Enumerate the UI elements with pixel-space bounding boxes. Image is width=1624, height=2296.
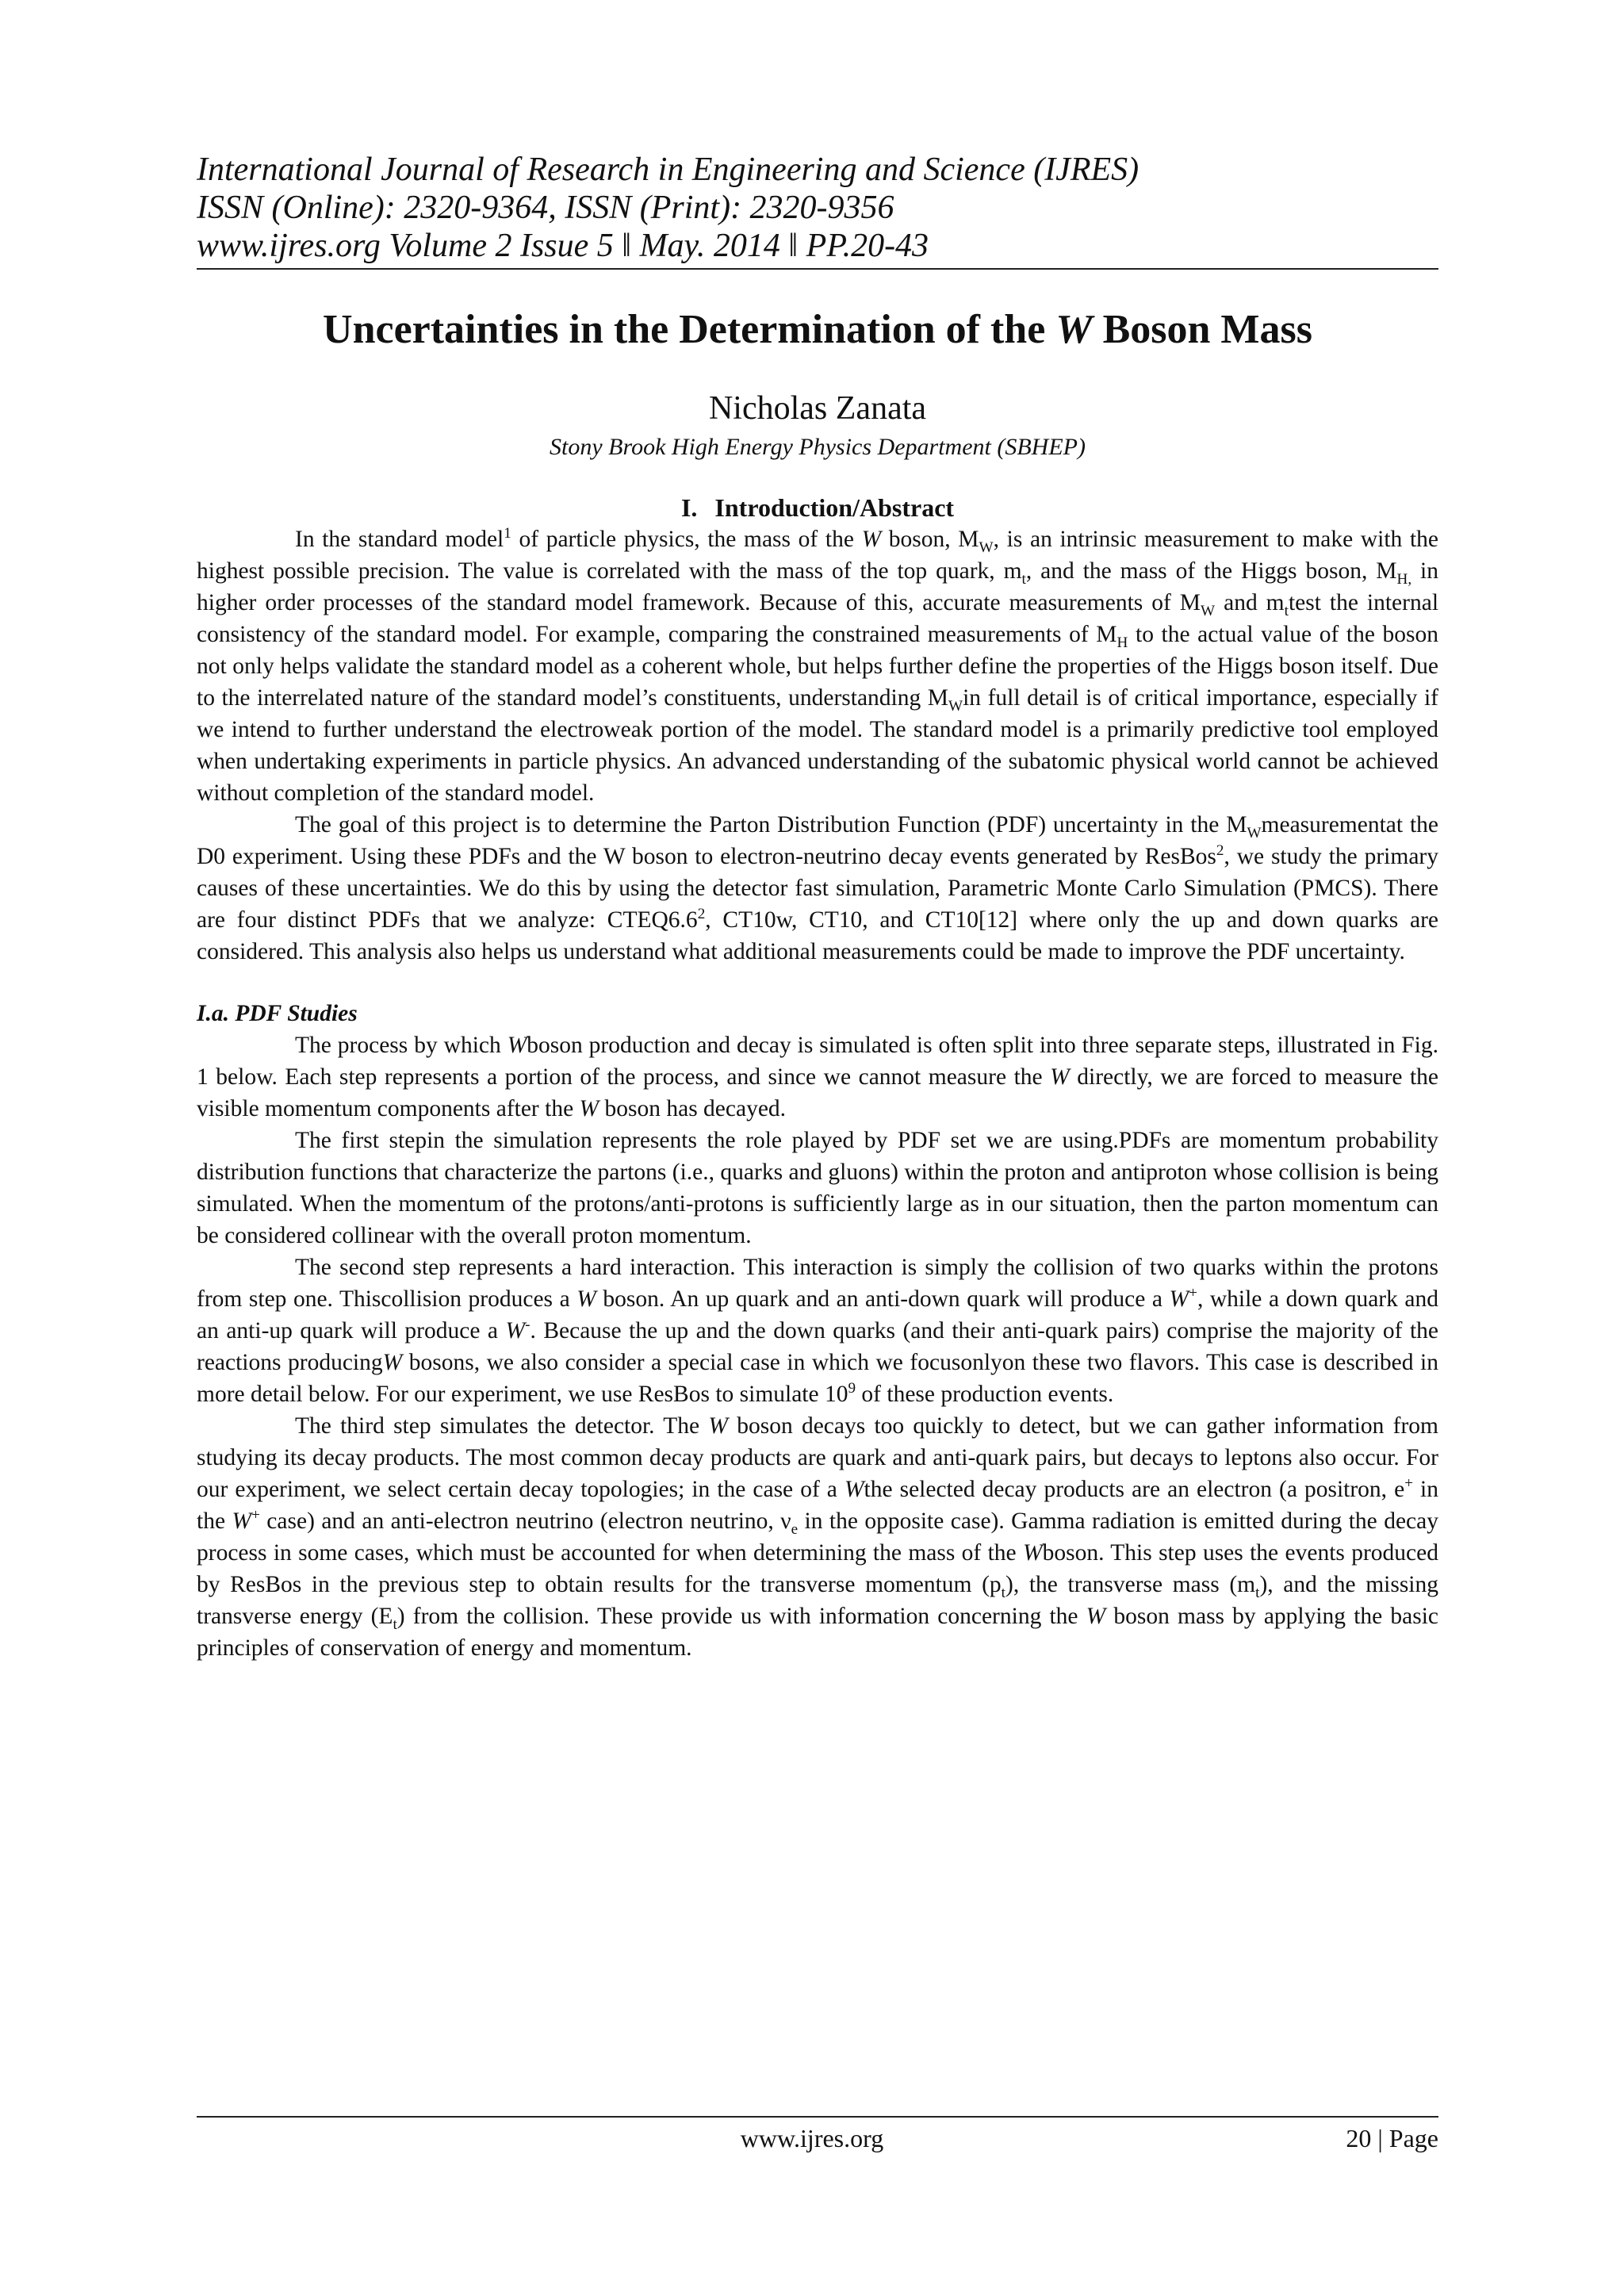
header-divider xyxy=(197,268,1438,270)
author-name: Nicholas Zanata xyxy=(708,390,927,427)
journal-volume: www.ijres.org Volume 2 Issue 5 ǁ May. 2014 ǁ PP.20-43 xyxy=(197,228,929,264)
intro-paragraph-1: In the standard model$^1$ of particle physics, the mass of the W boson, $M_W$, is an intrinsic measurement to make with the highest possible precision. The value is correlated with the mass of the top quark, $m_t$, and the mass of the Higgs boson, $M_{H,}$ in higher order processes of the standard model framework. Because of this, accurate measurements of $M_W$ and $m_ttest$ the internal consistency of the standard model. For example, comparing the constrained measurements of $M_H$ to the actual value of the boson not only helps validate the standard model as a coherent whole, but helps further define the properties of the Higgs boson itself. Due to the interrelated nature of the standard model’s constituents, understanding $M_Win$ full detail is of critical importance, especially if we intend to further understand the electroweak portion of the model. The standard model is a primarily predictive tool employed when undertaking experiments in particle physics. An advanced understanding of the subatomic physical world cannot be achieved without completion of the standard model. xyxy=(197,525,1439,806)
intro-paragraph-2: The goal of this project is to determine the Parton Distribution Function (PDF) uncertainty in the $M_Wmeasurementat$ the D0 experiment. Using these PDFs and the W boson to electron-neutrino decay events generated by ResBos$^2$, we study the primary causes of these uncertainties. We do this by using the detector fast simulation, Parametric Monte Carlo Simulation (PMCS). There are four distinct PDFs that we analyze: $CTEQ6.6^2$, CT10w, CT10, and CT10[12] where only the up and down quarks are considered. This analysis also helps us understand what additional measurements could be made to improve the PDF uncertainty. xyxy=(197,812,1438,964)
title-text-start: Uncertainties in the Determination of the xyxy=(323,307,1056,352)
journal-issn: ISSN (Online): 2320-9364, ISSN (Print): 2320-9356 xyxy=(197,190,894,226)
paper-title xyxy=(197,305,1438,355)
title-w-symbol: W xyxy=(1055,307,1093,352)
page-number: 20 | Page xyxy=(1346,2124,1438,2152)
footer-divider xyxy=(197,2116,1438,2118)
pdf-paragraph-3: The second step represents a hard interaction. This interaction is simply the collision of two quarks within the protons from step one. Thiscollision produces a W boson. An up quark and an anti-down quark will produce a W+, while a down quark and an anti-up quark will produce a W-. Because the up and the down quarks (and their anti-quark pairs) comprise the majority of the reactions producingW bosons, we also consider a special case in which we focusonlyon these two flavors. This case is described in more detail below. For our experiment, we use ResBos to simulate $10^9$ of these production events. xyxy=(197,1255,1438,1407)
section-title: Introduction/Abstract xyxy=(714,493,955,522)
pdf-paragraph-2: The first stepin the simulation represents the role played by PDF set we are using.PDFs are momentum probability distribution functions that characterize the partons (i.e., quarks and gluons) within the proton and antiproton whose collision is being simulated. When the momentum of the protons/anti-protons is sufficiently large as in our situation, then the parton momentum can be considered collinear with the overall proton momentum. xyxy=(197,1128,1438,1248)
footer-url: www.ijres.org xyxy=(740,2124,884,2152)
subsection-heading-pdf-studies: I.a. PDF Studies xyxy=(197,1001,358,1026)
section-heading-introduction xyxy=(197,492,1438,523)
section-number: I. xyxy=(680,493,698,522)
pdf-paragraph-4: The third step simulates the detector. The W boson decays too quickly to detect, but we can gather information from studying its decay products. The most common decay products are quark and anti-quark pairs, but decays to leptons also occur. For our experiment, we select certain decay topologies; in the case of a Wthe selected decay products are an electron (a positron, e+ in the W+ case) and an anti-electron neutrino (electron neutrino, $\nu_e$ in the opposite case). Gamma radiation is emitted during the decay process in some cases, which must be accounted for when determining the mass of the Wboson. This step uses the events produced by ResBos in the previous step to obtain results for the transverse momentum $(p_t)$, the transverse mass $(m_t)$, and the missing transverse energy $(E_t)$ from the collision. These provide us with information concerning the W boson mass by applying the basic principles of conservation of energy and momentum. xyxy=(197,1413,1439,1661)
journal-header xyxy=(197,151,1438,270)
page-content xyxy=(197,151,1438,1664)
journal-name: International Journal of Research in Engineering and Science (IJRES) xyxy=(197,151,1139,188)
pdf-paragraph-1: The process by which Wboson production and decay is simulated is often split into three separate steps, illustrated in Fig. 1 below. Each step represents a portion of the process, and since we cannot measure the W directly, we are forced to measure the visible momentum components after the W boson has decayed. xyxy=(197,1033,1438,1121)
title-text-end: Boson Mass xyxy=(1092,307,1312,352)
author-affiliation: Stony Brook High Energy Physics Department (SBHEP) xyxy=(550,434,1086,460)
